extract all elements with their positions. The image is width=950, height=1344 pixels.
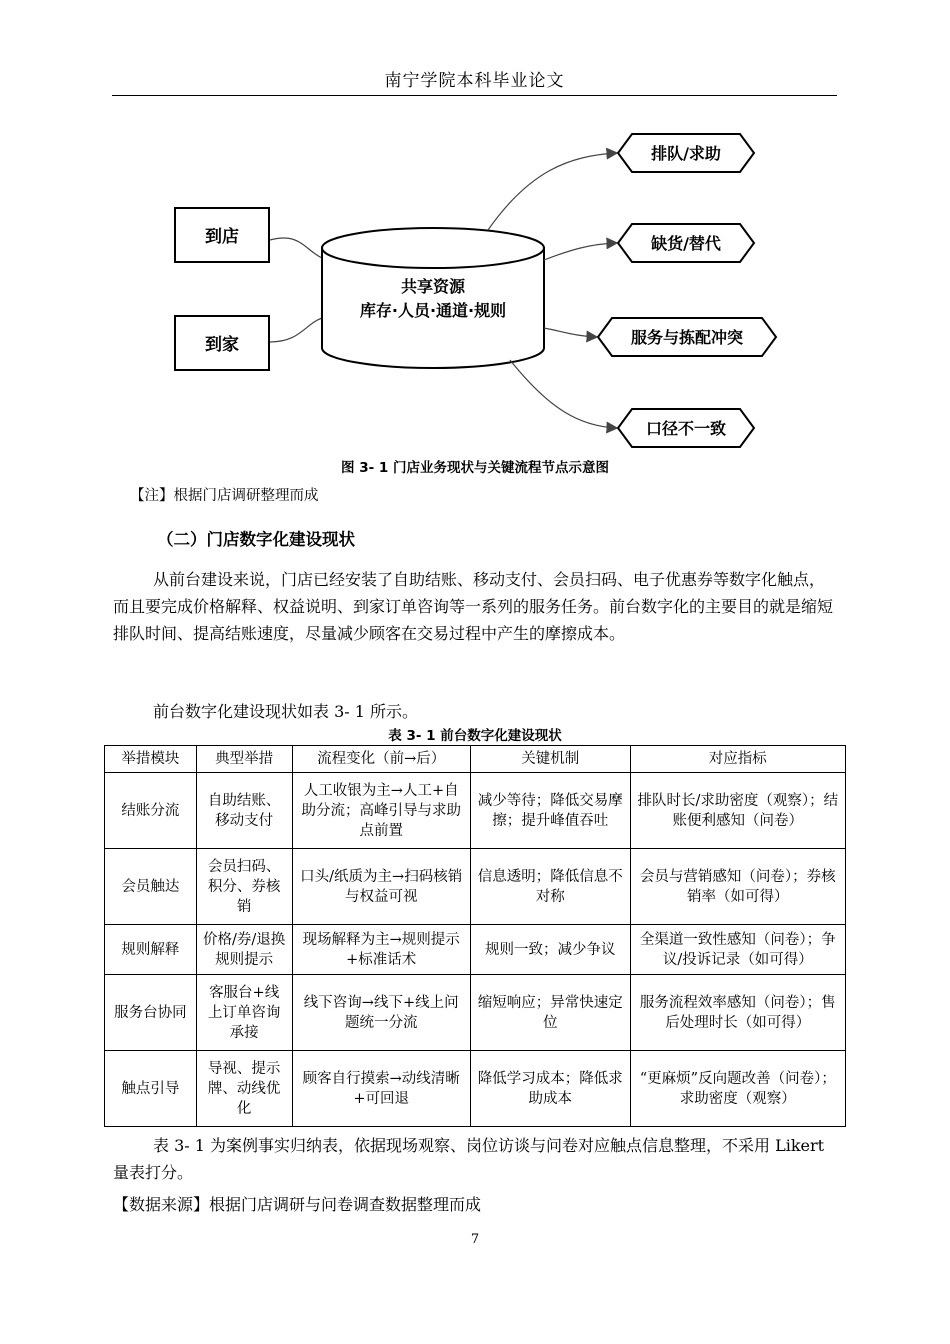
- table-header-cell: 关键机制: [470, 746, 630, 773]
- table-cell: 触点引导: [105, 1051, 197, 1127]
- data-source-note: 【数据来源】根据门店调研与问卷调查数据整理而成: [113, 1195, 482, 1214]
- table-cell: 缩短响应；异常快速定位: [470, 975, 630, 1051]
- table-cell: 减少等待；降低交易摩擦；提升峰值吞吐: [470, 773, 630, 849]
- table-cell: 排队时长/求助密度（观察）；结账便利感知（问卷）: [630, 773, 845, 849]
- output-label-conflict: 服务与拣配冲突: [630, 328, 744, 347]
- arrow-conflict: [544, 328, 596, 337]
- table-cell: 全渠道一致性感知（问卷）；争议/投诉记录（如可得）: [630, 925, 845, 975]
- core-title: 共享资源: [400, 277, 466, 296]
- table-cell: 降低学习成本；降低求助成本: [470, 1051, 630, 1127]
- table-cell: 服务流程效率感知（问卷）；售后处理时长（如可得）: [630, 975, 845, 1051]
- table-cell: 客服台+线上订单咨询承接: [196, 975, 292, 1051]
- table-header-cell: 对应指标: [630, 746, 845, 773]
- table-cell: 结账分流: [105, 773, 197, 849]
- connector-home: [270, 318, 322, 342]
- table-row: [105, 849, 846, 925]
- output-label-queue: 排队/求助: [651, 144, 721, 163]
- table-cell: 人工收银为主→人工+自助分流；高峰引导与求助点前置: [292, 773, 470, 849]
- status-table: [104, 745, 846, 1127]
- table-row: [105, 975, 846, 1051]
- table-row: [105, 925, 846, 975]
- output-label-stockout: 缺货/替代: [651, 234, 721, 253]
- table-cell: 规则一致；减少争议: [470, 925, 630, 975]
- section-heading: （二）门店数字化建设现状: [157, 530, 355, 549]
- table-header-cell: 流程变化（前→后）: [292, 746, 470, 773]
- arrow-inconsistent: [510, 360, 616, 428]
- table-cell: 导视、提示牌、动线优化: [196, 1051, 292, 1127]
- table-cell: 规则解释: [105, 925, 197, 975]
- running-header: 南宁学院本科毕业论文: [384, 71, 565, 91]
- core-subtitle: 库存·人员·通道·规则: [359, 301, 507, 320]
- table-cell: 价格/券/退换规则提示: [196, 925, 292, 975]
- table-header-cell: 典型举措: [196, 746, 292, 773]
- table-cell: 顾客自行摸索→动线清晰+可回退: [292, 1051, 470, 1127]
- arrow-queue: [488, 153, 616, 230]
- header-rule: [112, 95, 837, 96]
- table-cell: 线下咨询→线下+线上问题统一分流: [292, 975, 470, 1051]
- table-cell: 信息透明；降低信息不对称: [470, 849, 630, 925]
- table-header-row: [105, 746, 846, 773]
- process-diagram: [0, 110, 950, 450]
- page-number: 7: [470, 1232, 480, 1247]
- table-cell: 会员与营销感知（问卷）；券核销率（如可得）: [630, 849, 845, 925]
- table-cell: 服务台协同: [105, 975, 197, 1051]
- table-cell: 自助结账、移动支付: [196, 773, 292, 849]
- arrow-stockout: [544, 243, 616, 260]
- table-cell: 现场解释为主→规则提示+标准话术: [292, 925, 470, 975]
- body-paragraph-3: 表 3- 1 为案例事实归纳表，依据现场观察、岗位访谈与问卷对应触点信息整理，不采用 Likert 量表打分。: [113, 1136, 825, 1182]
- table-row: [105, 1051, 846, 1127]
- table-header-cell: 举措模块: [105, 746, 197, 773]
- body-paragraph-1: 从前台建设来说，门店已经安装了自助结账、移动支付、会员扫码、电子优惠券等数字化触点，而且要完成价格解释、权益说明、到家订单咨询等一系列的服务任务。前台数字化的主要目的就是缩短排队时间、提高结账速度，尽量减少顾客在交易过程中产生的摩擦成本。: [113, 570, 834, 643]
- output-label-inconsistent: 口径不一致: [645, 419, 727, 438]
- table-caption: 表 3- 1 前台数字化建设现状: [388, 728, 562, 744]
- connector-store: [270, 238, 322, 258]
- input-label-store: 到店: [205, 227, 239, 247]
- table-cell: 会员扫码、积分、券核销: [196, 849, 292, 925]
- table-row: [105, 773, 846, 849]
- figure-note: 【注】根据门店调研整理而成: [130, 488, 319, 504]
- body-paragraph-2: 前台数字化建设现状如表 3- 1 所示。: [153, 702, 419, 721]
- table-cell: 口头/纸质为主→扫码核销与权益可视: [292, 849, 470, 925]
- figure-caption: 图 3- 1 门店业务现状与关键流程节点示意图: [341, 460, 609, 476]
- table-cell: “更麻烦”反向题改善（问卷）；求助密度（观察）: [630, 1051, 845, 1127]
- table-cell: 会员触达: [105, 849, 197, 925]
- input-label-home: 到家: [205, 335, 239, 355]
- cylinder-top: [322, 228, 544, 268]
